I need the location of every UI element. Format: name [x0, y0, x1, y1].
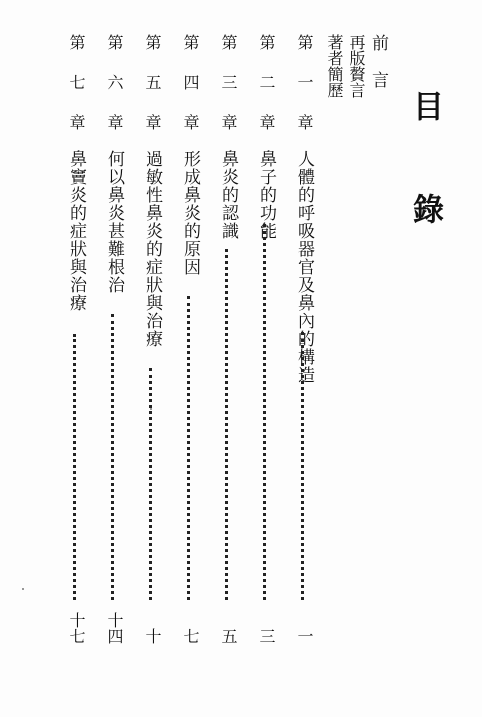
dot-leader — [187, 296, 196, 600]
chapter-title: 鼻竇炎的症狀與治療 — [66, 150, 86, 312]
chapter-label: 第六章 — [105, 34, 124, 154]
dot-leader — [225, 249, 234, 600]
toc-entry-chapter-5 — [140, 34, 164, 644]
page-number: 十七 — [67, 612, 86, 644]
print-speck — [22, 588, 24, 590]
dot-leader — [73, 334, 82, 600]
chapter-label: 第三章 — [219, 34, 238, 154]
page-number: 十 — [143, 628, 162, 644]
dot-leader — [149, 368, 158, 600]
chapter-label: 第一章 — [295, 34, 314, 154]
chapter-title: 鼻子的功能 — [256, 150, 276, 240]
front-matter-reprint-note: 再版贅言 — [347, 34, 366, 98]
chapter-title: 何以鼻炎甚難根治 — [104, 150, 124, 294]
chapter-label: 第二章 — [257, 34, 276, 154]
chapter-title: 人體的呼吸器官及鼻內的構造 — [294, 150, 314, 384]
toc-entry-chapter-4 — [178, 34, 202, 644]
dot-leader — [263, 224, 272, 600]
dot-leader — [301, 332, 310, 600]
page-number: 三 — [257, 628, 276, 644]
chapter-label: 第五章 — [143, 34, 162, 154]
page-title: 目 錄 — [407, 90, 443, 242]
page-number: 十四 — [105, 612, 124, 644]
front-matter-preface: 前 言 — [368, 34, 388, 88]
dot-leader — [111, 314, 120, 600]
front-matter-author-bio: 著者簡歷 — [325, 34, 344, 98]
toc-entry-chapter-2 — [254, 34, 278, 644]
page-number: 五 — [219, 628, 238, 644]
chapter-title: 鼻炎的認識 — [218, 150, 238, 240]
toc-entry-chapter-6 — [102, 34, 126, 644]
page-number: 一 — [295, 628, 314, 644]
chapter-label: 第七章 — [67, 34, 86, 154]
print-speck — [150, 408, 152, 410]
chapter-title: 過敏性鼻炎的症狀與治療 — [142, 150, 162, 348]
page-number: 七 — [181, 628, 200, 644]
toc-entry-chapter-1 — [292, 34, 316, 644]
chapter-label: 第四章 — [181, 34, 200, 154]
toc-entry-chapter-3 — [216, 34, 240, 644]
toc-entry-chapter-7 — [64, 34, 88, 644]
chapter-title: 形成鼻炎的原因 — [180, 150, 200, 276]
